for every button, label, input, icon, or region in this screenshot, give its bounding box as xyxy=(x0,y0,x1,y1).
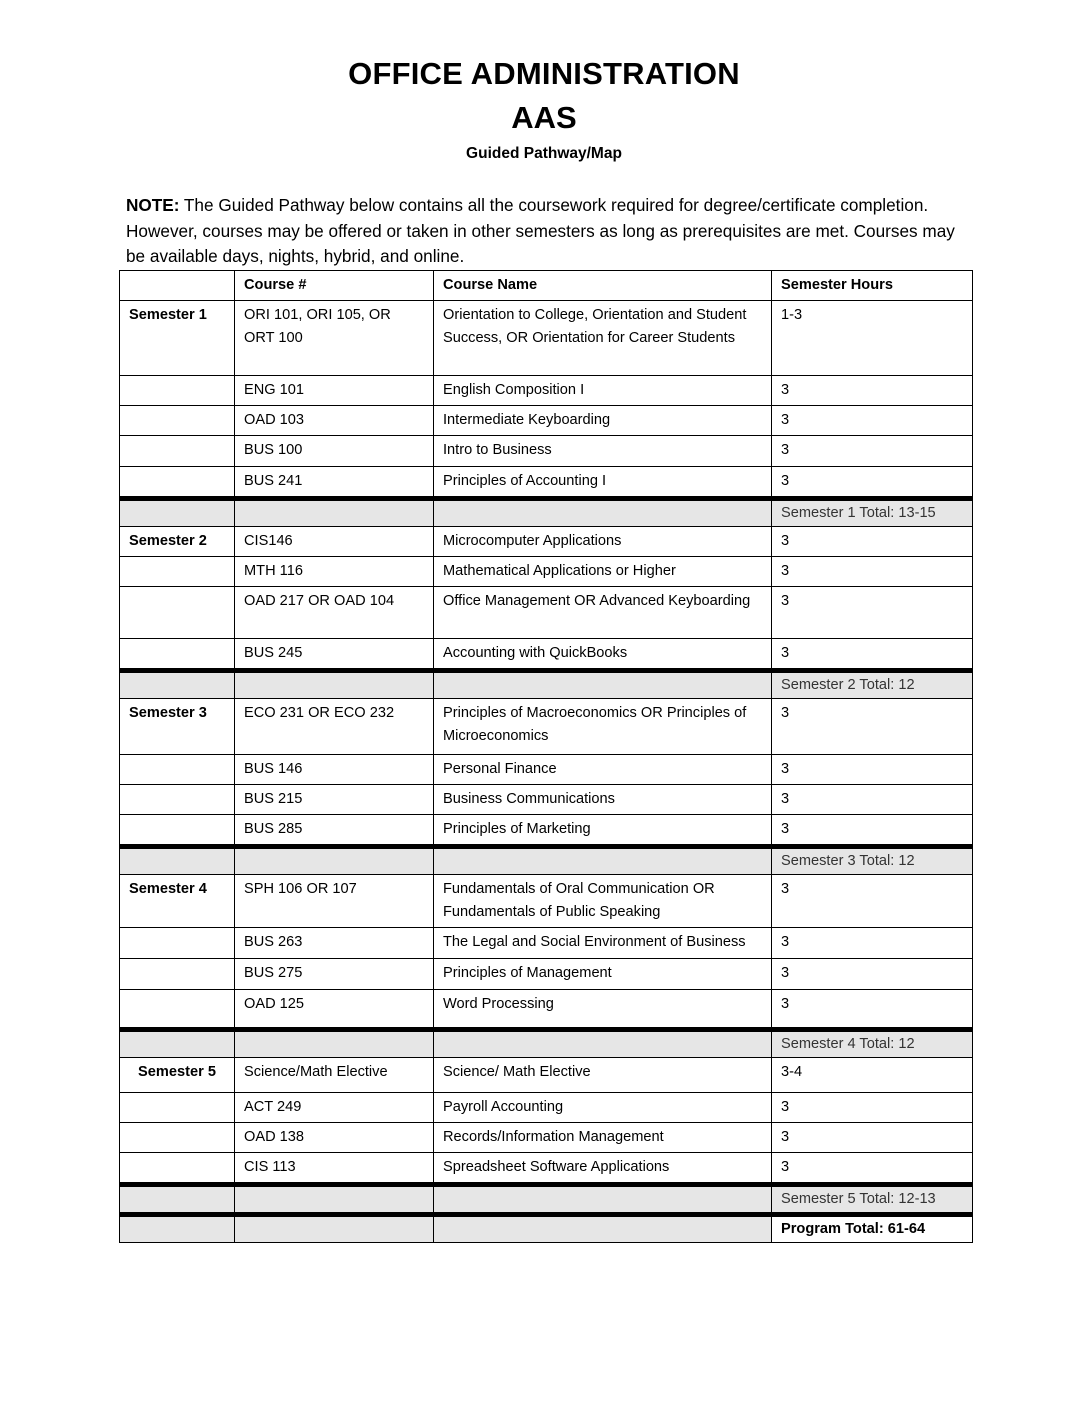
table-row xyxy=(120,928,973,959)
semester-hours-cell: 3 xyxy=(772,406,973,436)
degree-type: AAS xyxy=(511,100,577,135)
semester-label-cell: Semester 1 xyxy=(120,301,235,376)
semester-hours-cell: 3 xyxy=(772,587,973,639)
semester-label-cell xyxy=(120,639,235,671)
semester-total-row xyxy=(120,847,973,875)
course-number-cell: CIS 113 xyxy=(235,1153,434,1185)
empty-cell xyxy=(235,499,434,527)
table-row xyxy=(120,406,973,436)
empty-cell xyxy=(235,671,434,699)
table-row xyxy=(120,1058,973,1093)
empty-cell xyxy=(120,847,235,875)
table-row xyxy=(120,959,973,990)
course-number-cell: BUS 100 xyxy=(235,436,434,467)
course-number-cell: OAD 125 xyxy=(235,990,434,1030)
semester-total-row xyxy=(120,671,973,699)
semester-hours-cell: 3 xyxy=(772,1123,973,1153)
note-paragraph xyxy=(126,193,956,270)
table-row xyxy=(120,587,973,639)
empty-cell xyxy=(120,1215,235,1243)
course-number-cell: BUS 245 xyxy=(235,639,434,671)
semester-total-row xyxy=(120,1185,973,1215)
course-name-cell: Principles of Management xyxy=(434,959,772,990)
course-name-cell: Principles of Marketing xyxy=(434,815,772,847)
semester-total-row xyxy=(120,1030,973,1058)
course-number-cell: OAD 138 xyxy=(235,1123,434,1153)
course-number-cell: BUS 285 xyxy=(235,815,434,847)
course-number-cell: CIS146 xyxy=(235,527,434,557)
semester-hours-cell: 3 xyxy=(772,527,973,557)
semester-hours-cell: 3 xyxy=(772,990,973,1030)
semester-label-cell xyxy=(120,406,235,436)
header-semester xyxy=(120,271,235,301)
table-row xyxy=(120,639,973,671)
course-name-cell: Personal Finance xyxy=(434,755,772,785)
empty-cell xyxy=(120,1185,235,1215)
semester-label-cell xyxy=(120,755,235,785)
semester-label-cell xyxy=(120,785,235,815)
pathway-table-body xyxy=(120,301,973,1243)
semester-hours-cell: 3 xyxy=(772,875,973,928)
semester-hours-cell: 3 xyxy=(772,376,973,406)
empty-cell xyxy=(120,1030,235,1058)
empty-cell xyxy=(235,1030,434,1058)
course-name-cell: Intermediate Keyboarding xyxy=(434,406,772,436)
semester-hours-cell: 3 xyxy=(772,639,973,671)
table-row xyxy=(120,755,973,785)
note-text: The Guided Pathway below contains all the coursework required for degree/certificate completion. However, courses may be offered or taken in other semesters as long as prerequisites are met. Courses may be available days, nights, hybrid, and online. xyxy=(126,195,955,266)
course-number-cell: ORI 101, ORI 105, OR ORT 100 xyxy=(235,301,434,376)
course-name-cell: Records/Information Management xyxy=(434,1123,772,1153)
header-course-number: Course # xyxy=(235,271,434,301)
course-number-cell: OAD 103 xyxy=(235,406,434,436)
course-name-cell: Word Processing xyxy=(434,990,772,1030)
semester-hours-cell: 3 xyxy=(772,1153,973,1185)
table-row xyxy=(120,527,973,557)
semester-hours-cell: 3 xyxy=(772,1093,973,1123)
empty-cell xyxy=(235,1185,434,1215)
header-semester-hours: Semester Hours xyxy=(772,271,973,301)
empty-cell xyxy=(120,671,235,699)
course-name-cell: Office Management OR Advanced Keyboarding xyxy=(434,587,772,639)
course-name-cell: Microcomputer Applications xyxy=(434,527,772,557)
empty-cell xyxy=(235,1215,434,1243)
empty-cell xyxy=(434,1215,772,1243)
semester-label-cell xyxy=(120,376,235,406)
semester-total-cell: Semester 2 Total: 12 xyxy=(772,671,973,699)
semester-label-cell xyxy=(120,815,235,847)
table-row xyxy=(120,785,973,815)
semester-hours-cell: 3 xyxy=(772,436,973,467)
course-number-cell: BUS 275 xyxy=(235,959,434,990)
header-course-name: Course Name xyxy=(434,271,772,301)
semester-label-cell xyxy=(120,557,235,587)
semester-label-cell xyxy=(120,587,235,639)
empty-cell xyxy=(434,1185,772,1215)
table-row xyxy=(120,301,973,376)
empty-cell xyxy=(235,847,434,875)
course-number-cell: ACT 249 xyxy=(235,1093,434,1123)
semester-total-cell: Semester 4 Total: 12 xyxy=(772,1030,973,1058)
course-number-cell: SPH 106 OR 107 xyxy=(235,875,434,928)
empty-cell xyxy=(434,1030,772,1058)
table-row xyxy=(120,1123,973,1153)
course-name-cell: Orientation to College, Orientation and Student Success, OR Orientation for Career Students xyxy=(434,301,772,376)
table-row xyxy=(120,875,973,928)
pathway-table xyxy=(119,270,973,1243)
course-name-cell: English Composition I xyxy=(434,376,772,406)
semester-hours-cell: 3 xyxy=(772,557,973,587)
course-number-cell: ENG 101 xyxy=(235,376,434,406)
semester-hours-cell: 3 xyxy=(772,467,973,499)
empty-cell xyxy=(434,847,772,875)
table-row xyxy=(120,990,973,1030)
page-subtitle: Guided Pathway/Map xyxy=(466,145,622,162)
program-total-row xyxy=(120,1215,973,1243)
course-name-cell: Science/ Math Elective xyxy=(434,1058,772,1093)
semester-hours-cell: 3-4 xyxy=(772,1058,973,1093)
semester-hours-cell: 3 xyxy=(772,699,973,755)
semester-label-cell xyxy=(120,1123,235,1153)
course-name-cell: Principles of Macroeconomics OR Principles of Microeconomics xyxy=(434,699,772,755)
program-total-cell: Program Total: 61-64 xyxy=(772,1215,973,1243)
semester-label-cell xyxy=(120,990,235,1030)
table-row xyxy=(120,699,973,755)
semester-label-cell: Semester 2 xyxy=(120,527,235,557)
course-number-cell: ECO 231 OR ECO 232 xyxy=(235,699,434,755)
table-row xyxy=(120,1093,973,1123)
course-name-cell: Business Communications xyxy=(434,785,772,815)
table-row xyxy=(120,376,973,406)
semester-total-cell: Semester 5 Total: 12-13 xyxy=(772,1185,973,1215)
semester-hours-cell: 3 xyxy=(772,815,973,847)
course-name-cell: Spreadsheet Software Applications xyxy=(434,1153,772,1185)
empty-cell xyxy=(434,499,772,527)
course-name-cell: The Legal and Social Environment of Business xyxy=(434,928,772,959)
semester-total-cell: Semester 3 Total: 12 xyxy=(772,847,973,875)
course-number-cell: BUS 215 xyxy=(235,785,434,815)
semester-hours-cell: 3 xyxy=(772,959,973,990)
table-row xyxy=(120,1153,973,1185)
course-name-cell: Intro to Business xyxy=(434,436,772,467)
semester-label-cell: Semester 3 xyxy=(120,699,235,755)
semester-label-cell xyxy=(120,1093,235,1123)
semester-label-cell xyxy=(120,959,235,990)
semester-label-cell xyxy=(120,467,235,499)
table-row xyxy=(120,815,973,847)
course-number-cell: Science/Math Elective xyxy=(235,1058,434,1093)
course-name-cell: Payroll Accounting xyxy=(434,1093,772,1123)
course-name-cell: Fundamentals of Oral Communication OR Fundamentals of Public Speaking xyxy=(434,875,772,928)
course-number-cell: BUS 241 xyxy=(235,467,434,499)
table-row xyxy=(120,557,973,587)
semester-hours-cell: 3 xyxy=(772,928,973,959)
semester-label-cell xyxy=(120,928,235,959)
empty-cell xyxy=(120,499,235,527)
course-name-cell: Accounting with QuickBooks xyxy=(434,639,772,671)
course-name-cell: Principles of Accounting I xyxy=(434,467,772,499)
semester-label-cell xyxy=(120,436,235,467)
semester-total-row xyxy=(120,499,973,527)
semester-hours-cell: 1-3 xyxy=(772,301,973,376)
course-number-cell: BUS 146 xyxy=(235,755,434,785)
note-label: NOTE: xyxy=(126,195,180,215)
semester-hours-cell: 3 xyxy=(772,755,973,785)
course-number-cell: MTH 116 xyxy=(235,557,434,587)
empty-cell xyxy=(434,671,772,699)
page-title: OFFICE ADMINISTRATION xyxy=(348,56,740,91)
semester-label-cell xyxy=(120,1153,235,1185)
semester-hours-cell: 3 xyxy=(772,785,973,815)
semester-total-cell: Semester 1 Total: 13-15 xyxy=(772,499,973,527)
course-number-cell: BUS 263 xyxy=(235,928,434,959)
course-number-cell: OAD 217 OR OAD 104 xyxy=(235,587,434,639)
semester-label-cell: Semester 5 xyxy=(120,1058,235,1093)
table-row xyxy=(120,467,973,499)
semester-label-cell: Semester 4 xyxy=(120,875,235,928)
table-row xyxy=(120,436,973,467)
table-header-row xyxy=(120,271,973,301)
course-name-cell: Mathematical Applications or Higher xyxy=(434,557,772,587)
